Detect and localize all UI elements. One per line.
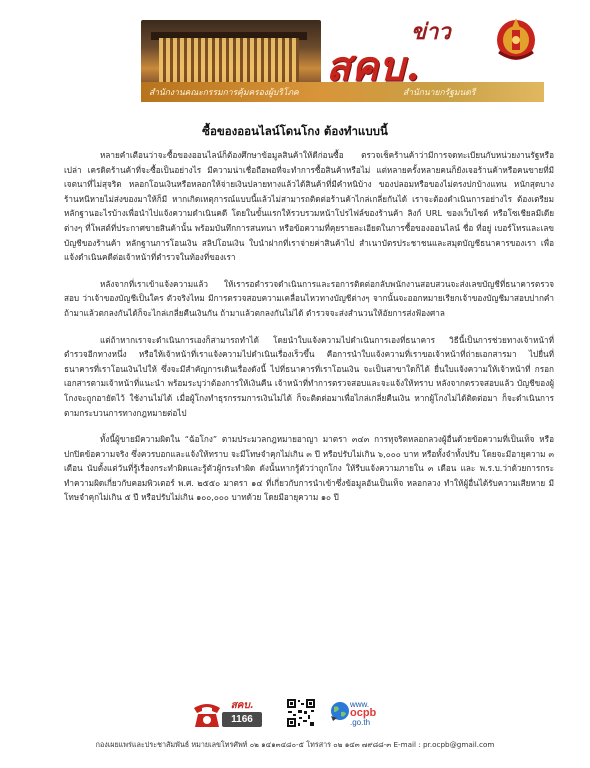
office-name-left: สำนักงานคณะกรรมการคุ้มครองผู้บริโภค (149, 88, 299, 98)
article-paragraph: ทั้งนี้ผู้ขายมีความผิดใน “ฉ้อโกง” ตามประมวลกฎหมายอาญา มาตรา ๓๔๓ การทุจริตหลอกลวงผู้อื่นด้วยข้อความที่เป็นเท็จ หรือ ปกปิดข้อความจริง ซึ่งควรบอกและแจ้งให้ทราบ จะมีโทษจำคุกไม่เกิน ๓ ปี หรือปรับไม่เกิน ๖,๐๐๐ บาท หรือทั้งจำทั้งปรับ โดยจะมีอายุความ ๓ เดือน นับตั้งแต่วันที่รู้เรื่องกระทำผิดและรู้ตัวผู้กระทำผิด ดังนั้นหากรู้ตัวว่าถูกโกง ให้รีบแจ้งความภายใน ๓ เดือน และ พ.ร.บ.ว่าด้วยการกระทำความผิดเกี่ยวกับคอมพิวเตอร์ พ.ศ. ๒๕๕๐ มาตรา ๑๔ ที่เกี่ยวกับการนำเข้าซึ่งข้อมูลอันเป็นเท็จ หลอกลวง ทำให้ผู้อื่นได้รับความเสียหาย มีโทษจำคุกไม่เกิน ๕ ปี หรือปรับไม่เกิน ๑๐๐,๐๐๐ บาทด้วย โดยมีอายุความ ๑๐ ปี (64, 434, 554, 503)
royal-seal-emblem-icon (493, 12, 539, 64)
hotline-number: 1166 (222, 712, 262, 727)
article-paragraph: แต่ถ้าหากเราจะดำเนินการเองก็สามารถทำได้ โดยนำใบแจ้งความไปดำเนินการเองที่ธนาคาร วิธีนี้เป็นการช่วยทางเจ้าหน้าที่ตำรวจอีกทางหนึ่ง หรือให้เจ้าหน้าที่เราแจ้งความไปดำเนินเรื่องเร็วขึ้น คือการนำใบแจ้งความที่เราขอเจ้าหน้าที่ถ่ายเอกสารมา ไปยื่นที่ธนาคารที่เราโอนเงินไปให้ ซึ่งจะมีสำคัญการเดินเรื่องดังนี้ ไปที่ธนาคารที่เราโอนเงิน จะเป็นสาขาใดก็ได้ ยื่นใบแจ้งความให้เจ้าหน้าที่ กรอกเอกสารตามเจ้าหน้าที่แนะนำ พร้อมระบุว่าต้องการให้เงินคืน เจ้าหน้าที่ทำการตรวจสอบและจะแจ้งให้ทราบ หลังจากตรวจสอบแล้ว บัญชีของผู้โกงจะถูกอายัดไว้ ใช้งานไม่ได้ เมื่อผู้โกงทำธุรกรรมการเงินไม่ได้ ก็จะติดต่อมาเพื่อไกล่เกลี่ยคืนเงิน หากผู้โกงไม่ได้ติดต่อมา ก็จะดำเนินการตามกระบวนการทางกฎหมายต่อไป (64, 334, 554, 418)
globe-icon (329, 700, 351, 722)
masthead-news-label: ข่าว (411, 19, 451, 45)
article-paragraph: หลายคำเตือนว่าจะซื้อของออนไลน์ก็ต้องศึกษาข้อมูลสินค้าให้ดีก่อนซื้อ ตรวจเช็คร้านค้าว่ามีการจดทะเบียนกับหน่วยงานรัฐหรือเปล่า เครดิตร้านค้าที่จะซื้อเป็นอย่างไร มีความน่าเชื่อถือพอที่จะทำการซื้อสินค้าหรือไม่ แต่หลายครั้งหลายคนก็ยังเจอร้านค้าหรือคนขายที่มีเจตนาที่ไม่สุจริต หลอกโอนเงินหรือหลอกให้จ่ายเงินปลายทางแล้วได้สินค้าที่มีคำหนิบ้าง ของปลอมหรือของไม่ตรงปกบ้างแทน หนักสุดบางร้านหนีหายไม่ส่งของมาให้ก็มี หากเกิดเหตุการณ์แบบนี้แล้วไม่สามารถติดต่อร้านค้าไกล่เกลี่ยกันได้ เราจะต้องดำเนินการอย่างไร ต้องเตรียมหลักฐานอะไรบ้างเพื่อนำไปแจ้งความดำเนินคดี โดยในขั้นแรกให้รวบรวมหน้าโปรไฟล์ของร้านค้า ลิงก์ URL ของเว็บไซต์ หรือโซเชียลมีเดียต่างๆ ที่โพสต์ที่ประกาศขายสินค้านั้น พร้อมบันทึกการสนทนา หรือข้อความที่คุยรายละเอียดในการซื้อของออนไลน์ ชื่อ ที่อยู่ เบอร์โทรและเลขบัญชีของร้านค้า หลักฐานการโอนเงิน สลิปโอนเงิน ใบนำฝากที่เราจ่ายค่าสินค้าไป สำเนาบัตรประชาชนและสมุดบัญชีธนาคารของเรา เพื่อแจ้งดำเนินคดีต่อเจ้าหน้าที่ตำรวจในท้องที่ของเรา (64, 150, 554, 263)
masthead-ocpb-label: สคบ. (326, 43, 421, 90)
contact-line: กองเผยแพร่และประชาสัมพันธ์ หมายเลขโทรศัพท์ ๐๒ ๑๔๑๓๔๘๐-๕ โทรสาร ๐๒ ๑๔๓ ๗๙๘๘-๓ E-mail : pr.ocpb@gmail.com (95, 740, 495, 749)
hotline-label: สคบ. (230, 700, 254, 711)
website-address (350, 700, 376, 727)
article-title: ซื้อของออนไลน์โดนโกง ต้องทำแบบนี้ (202, 124, 388, 138)
footer-icons (190, 696, 390, 736)
website-prefix: www. (350, 700, 370, 709)
hotline-badge (218, 698, 266, 730)
article-paragraph: หลังจากที่เราเข้าแจ้งความแล้ว ให้เรารอตำรวจดำเนินการและรอการติดต่อกลับพนักงานสอบสวนจะส่งเลขบัญชีที่ธนาคารตรวจสอบ ว่าเจ้าของบัญชีเป็นใคร ตัวจริงไหม มีการตรวจสอบความเคลื่อนไหวทางบัญชีต่างๆ จากนั้นจะออกหมายเรียกเจ้าของบัญชีมาสอบปากคำ ถ้ามาแล้วตกลงกันได้ก็จะไกล่เกลี่ยคืนเงินกัน ถ้ามาแล้วตกลงกันไม่ได้ ตำรวจจะส่งสำนวนให้อัยการส่งฟ้องศาล (64, 278, 554, 318)
website-brand: ocpb (350, 707, 377, 719)
website-domain: .go.th (350, 718, 371, 727)
office-name-right: สำนักนายกรัฐมนตรี (403, 88, 476, 98)
header-banner (141, 12, 544, 108)
qr-code-icon (286, 698, 316, 728)
article-body (64, 148, 554, 505)
